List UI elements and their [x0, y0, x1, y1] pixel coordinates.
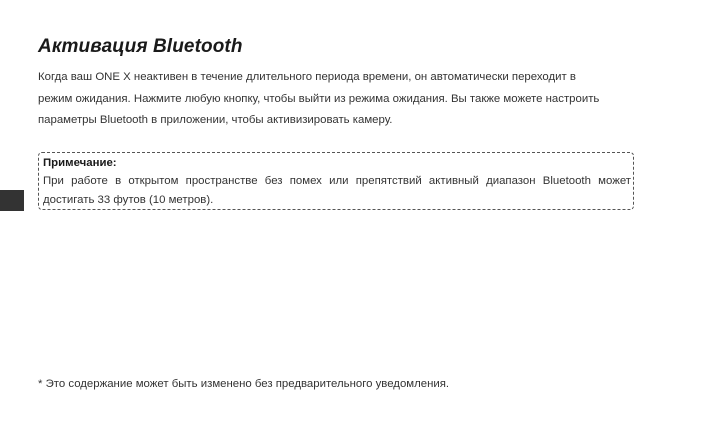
- body-line-1: Когда ваш ONE X неактивен в течение длительного периода времени, он автоматически переходит в: [38, 71, 576, 83]
- body-line-3: параметры Bluetooth в приложении, чтобы активизировать камеру.: [38, 114, 393, 126]
- note-text: При работе в открытом пространстве без помех или препятствий активный диапазон Bluetooth может достигать 33 футов (10 метров).: [43, 175, 631, 206]
- body-paragraph: [38, 67, 648, 132]
- side-tab-marker: [0, 190, 24, 211]
- footer-disclaimer: * Это содержание может быть изменено без предварительного уведомления.: [38, 378, 450, 390]
- page-title: Активация Bluetooth: [38, 36, 243, 57]
- note-box: [38, 152, 634, 210]
- note-title: Примечание:: [43, 157, 117, 169]
- body-line-2: режим ожидания. Нажмите любую кнопку, чтобы выйти из режима ожидания. Вы также можете настроить: [38, 92, 600, 105]
